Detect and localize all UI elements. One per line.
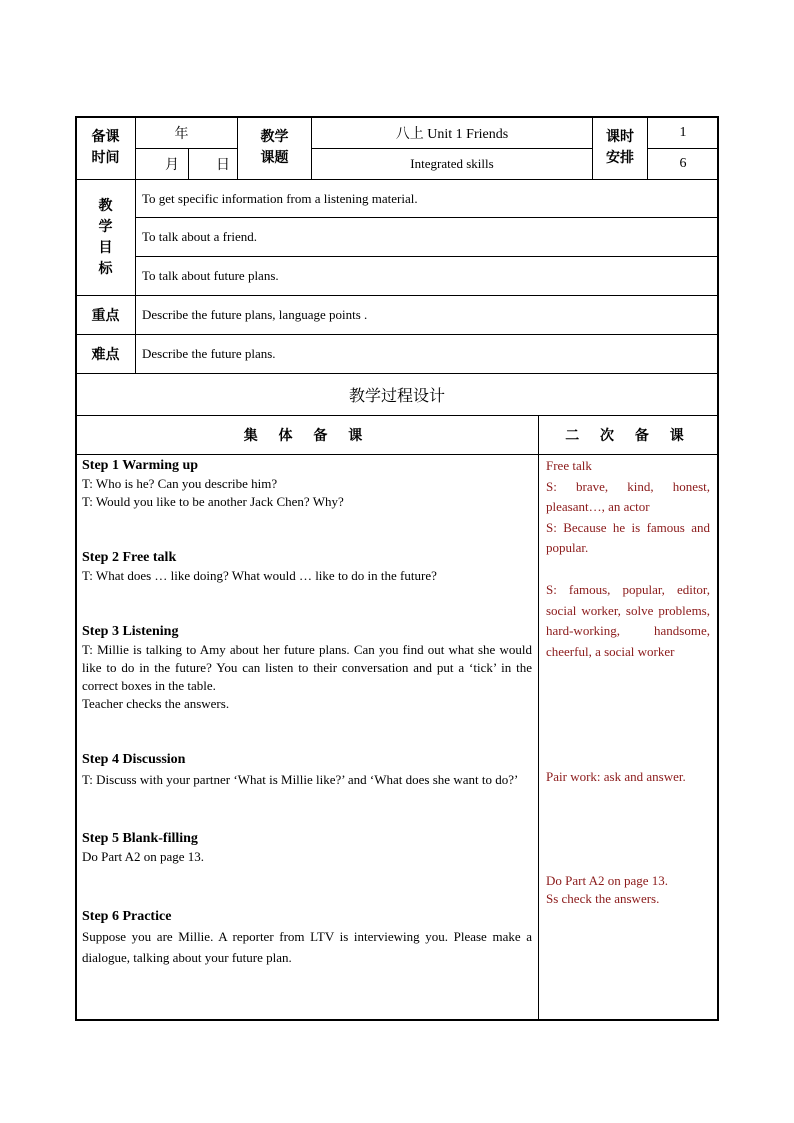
step-title: Step 3 Listening (82, 624, 179, 639)
step-5 (82, 830, 532, 866)
step-1 (82, 457, 532, 511)
objective-item: To talk about future plans. (142, 268, 279, 283)
note-line: S: brave, kind, honest, pleasant…, an actor (546, 478, 710, 514)
note-line: Ss check the answers. (546, 891, 660, 906)
step-line: T: Who is he? Can you describe him? (82, 476, 278, 491)
topic-subtitle: Integrated skills (410, 156, 494, 171)
difficult-point-value: Describe the future plans. (142, 346, 276, 361)
year-label: 年 (174, 125, 189, 142)
divider (538, 415, 539, 1020)
divider (76, 454, 718, 455)
note-line: Do Part A2 on page 13. (546, 873, 669, 888)
step-3 (82, 623, 532, 713)
prep-time-label: 备课 时间 (91, 129, 120, 166)
step-line: T: What does … like doing? What would … like to do in the future? (82, 568, 437, 583)
step-line: Teacher checks the answers. (82, 696, 230, 711)
step-line: Suppose you are Millie. A reporter from LTV is interviewing you. Please make a dialogue, talking about your future plan. (82, 929, 532, 965)
topic-label: 教学 课题 (260, 129, 289, 166)
period-value-1: 1 (679, 124, 687, 140)
notes-block-2 (546, 580, 710, 662)
note-line: S: famous, popular, editor, social worker, solve problems, hard-working, handsome, cheerful, a social worker (546, 582, 710, 659)
month-label: 月 (165, 157, 179, 173)
note-line: Pair work: ask and answer. (546, 769, 686, 784)
day-label: 日 (216, 157, 230, 173)
step-2 (82, 549, 532, 585)
objective-item: To talk about a friend. (142, 229, 257, 244)
step-title: Step 2 Free talk (82, 550, 177, 565)
step-line: T: Would you like to be another Jack Chen? Why? (82, 494, 344, 509)
period-label: 课时 安排 (606, 129, 634, 166)
difficult-point-label: 难点 (91, 347, 120, 363)
notes-block-4 (546, 872, 710, 908)
period-value-2: 6 (679, 156, 687, 171)
second-prep-header: 二 次 备 课 (565, 428, 692, 444)
step-line: T: Millie is talking to Amy about her future plans. Can you find out what she would like to do in the future? You can listen to their conversation and put a ‘tick’ in the correct boxes in the table. (82, 642, 532, 693)
note-line: Free talk (546, 458, 592, 473)
note-line: S: Because he is famous and popular. (546, 519, 710, 555)
notes-block-1 (546, 456, 710, 559)
step-line: Do Part A2 on page 13. (82, 849, 205, 864)
group-prep-header: 集 体 备 课 (243, 428, 371, 444)
step-line: T: Discuss with your partner ‘What is Millie like?’ and ‘What does she want to do?’ (82, 772, 519, 787)
objectives-label: 教 学 目 标 (98, 197, 113, 277)
step-title: Step 5 Blank-filling (82, 831, 198, 846)
notes-block-3 (546, 767, 710, 788)
step-6 (82, 908, 532, 968)
step-title: Step 4 Discussion (82, 752, 186, 767)
step-4 (82, 751, 532, 790)
objective-item: To get specific information from a listening material. (142, 190, 418, 206)
steps-column (82, 457, 532, 968)
topic-unit: 八上 Unit 1 Friends (395, 126, 509, 142)
key-point-label: 重点 (91, 308, 120, 324)
process-title: 教学过程设计 (348, 386, 445, 405)
step-title: Step 6 Practice (82, 909, 172, 924)
step-title: Step 1 Warming up (82, 458, 199, 473)
key-point-value: Describe the future plans, language points . (142, 307, 368, 322)
